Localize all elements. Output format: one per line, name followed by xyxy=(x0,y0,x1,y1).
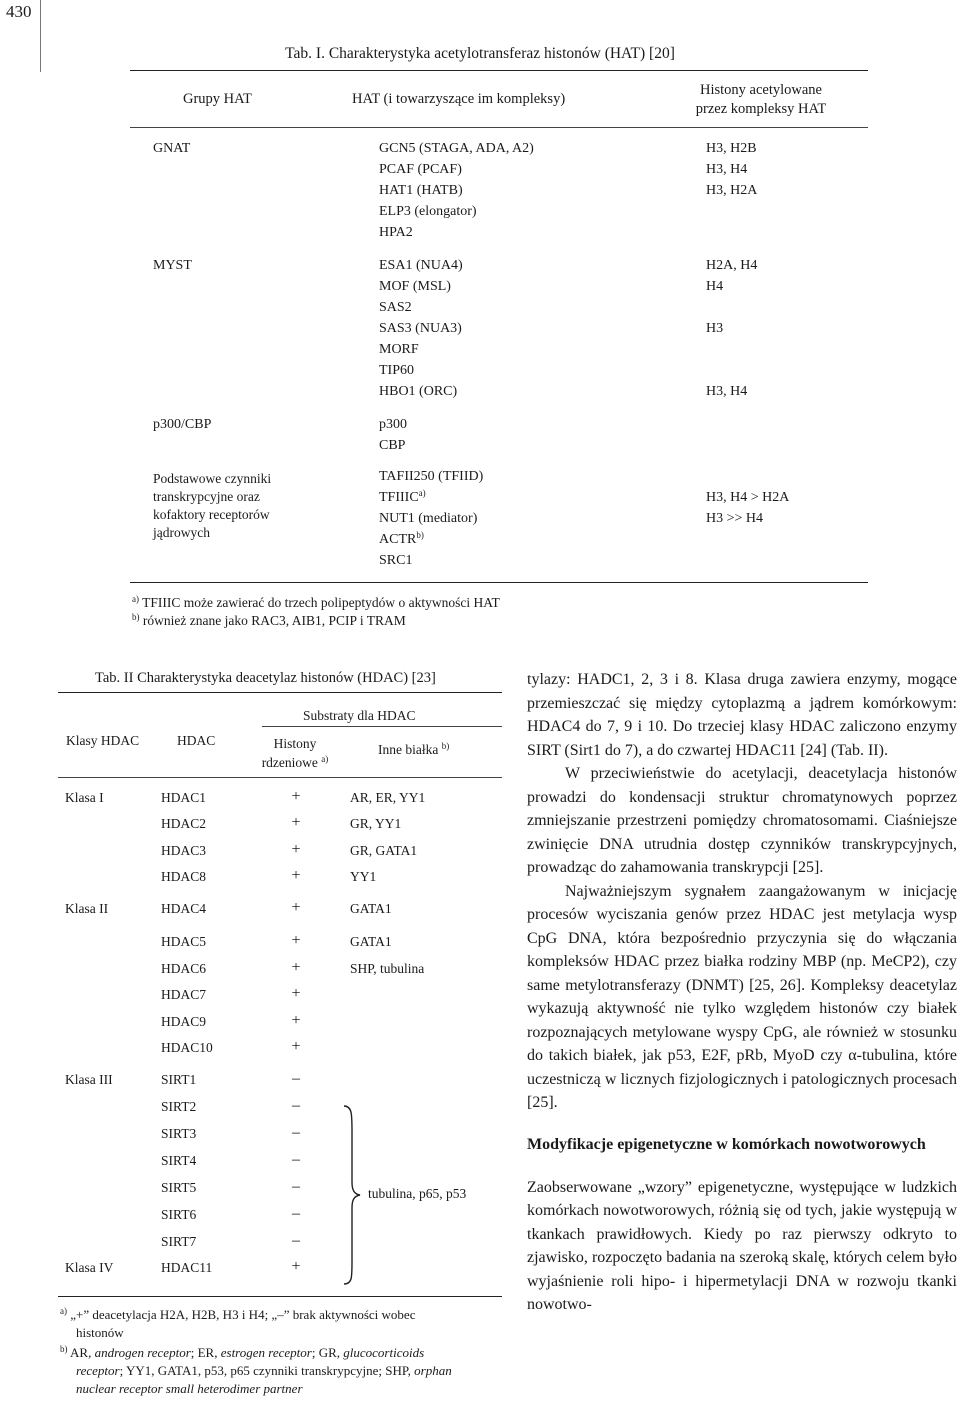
hdac-class: Klasa I xyxy=(65,790,104,805)
footnote-text: „+” deacetylacja H2A, H2B, H3 i H4; „–” brak aktywności wobec xyxy=(67,1307,416,1322)
acetylated-histones: H3, H4 xyxy=(706,162,748,177)
hdac-name: SIRT6 xyxy=(161,1207,197,1222)
table2-header-histones-line2: rdzeniowe xyxy=(261,755,318,770)
hat-complex xyxy=(379,381,457,402)
hdac-name: SIRT5 xyxy=(161,1180,197,1195)
hat-complex-label: ACTR xyxy=(379,532,417,547)
hat-complex-label: GCN5 (STAGA, ADA, A2) xyxy=(379,141,534,156)
core-histone-activity: + xyxy=(291,1012,301,1029)
table2-substrates-rule xyxy=(262,726,502,727)
hat-complex-label: SRC1 xyxy=(379,553,413,568)
table1-footnote-b xyxy=(132,612,406,630)
paragraph: W przeciwieństwie do acetylacji, deacetylacja histonów prowadzi do kondensacji struktur chromatynowych poprzez zmniejszanie przestrzeni pomiędzy chromatosomami. Ciaśniejsze zwinięcie DNA utrudnia dostęp czynników transkrypcyjnych, prowadząc do zahamowania transkrypcji [25]. xyxy=(527,765,957,876)
hdac-class: Klasa II xyxy=(65,901,109,916)
hdac-name: SIRT2 xyxy=(161,1099,197,1114)
other-protein-substrates: GR, YY1 xyxy=(350,816,402,831)
hat-complex xyxy=(379,360,414,381)
acetylated-histones: H2A, H4 xyxy=(706,258,758,273)
paragraph: Zaobserwowane „wzory” epigenetyczne, występujące w ludzkich komórkach nowotworowych, różnią się od tych, jakie występują w tkankach prawidłowych. Kiedy po raz pierwszy odkryto to zjawisko, rozpoczęto badania na szeroką skalę, których celem było wyjaśnienie roli hipo- i hipermetylacji DNA w rozwoju tkanki nowotwo- xyxy=(527,1178,957,1313)
body-text-column xyxy=(527,668,957,1317)
hat-complex-label: HBO1 (ORC) xyxy=(379,384,458,399)
hdac-name: HDAC2 xyxy=(161,816,207,831)
table2-title: Tab. II Charakterystyka deacetylaz histonów (HDAC) [23] xyxy=(95,670,436,686)
hat-complex-label: SAS3 (NUA3) xyxy=(379,321,462,336)
hat-complex xyxy=(379,508,477,529)
core-histone-activity: + xyxy=(291,841,301,858)
table2-header-class: Klasy HDAC xyxy=(66,733,140,748)
core-histone-activity: + xyxy=(291,959,301,976)
core-histone-activity: + xyxy=(291,814,301,831)
hat-group-name: transkrypcyjne oraz xyxy=(153,489,260,504)
table2-header-histones-line1: Histony xyxy=(273,736,317,751)
table1-title: Tab. I. Charakterystyka acetylotransferaz histonów (HAT) [20] xyxy=(285,45,675,62)
hdac-name: HDAC9 xyxy=(161,1014,207,1029)
hdac-name: HDAC8 xyxy=(161,869,207,884)
table1-header-hats: HAT (i towarzyszące im kompleksy) xyxy=(352,91,566,107)
hat-complex-label: TFIIIC xyxy=(379,490,419,505)
acetylated-histones: H3, H4 xyxy=(706,384,748,399)
core-histone-activity: – xyxy=(292,1070,300,1087)
hat-group-name: MYST xyxy=(153,258,192,273)
table2-header-other xyxy=(378,742,449,758)
core-histone-activity: – xyxy=(292,1124,300,1141)
table2-bottom-rule xyxy=(58,1296,502,1297)
hat-complex xyxy=(379,201,477,222)
hdac-name: HDAC4 xyxy=(161,901,207,916)
core-histone-activity: – xyxy=(292,1205,300,1222)
acetylated-histones: H3, H2B xyxy=(706,141,757,156)
table1-bottom-rule xyxy=(130,582,868,583)
hat-complex-label: NUT1 (mediator) xyxy=(379,511,478,526)
other-protein-substrates: GATA1 xyxy=(350,901,392,916)
table2-footnote-a xyxy=(60,1306,500,1342)
hdac-name: SIRT4 xyxy=(161,1153,197,1168)
hat-complex xyxy=(379,276,451,297)
table2-header-hdac: HDAC xyxy=(177,733,216,748)
hat-complex-label: PCAF (PCAF) xyxy=(379,162,462,177)
hat-complex-label: MORF xyxy=(379,342,419,357)
hat-complex xyxy=(379,435,405,456)
acetylated-histones: H3, H2A xyxy=(706,183,758,198)
footnote-text: nuclear receptor small heterodimer partner xyxy=(76,1381,303,1396)
footnote-mark: b) xyxy=(441,741,450,751)
hat-complex-label: HAT1 (HATB) xyxy=(379,183,463,198)
table1-header-histones xyxy=(660,81,862,119)
hat-group-name: GNAT xyxy=(153,141,191,156)
page-number: 430 xyxy=(6,2,32,21)
hat-complex xyxy=(379,487,426,508)
core-histone-activity: – xyxy=(292,1178,300,1195)
hat-complex xyxy=(379,255,463,276)
hdac-name: HDAC7 xyxy=(161,987,207,1002)
core-histone-activity: + xyxy=(291,899,301,916)
footnote-text: AR, androgen receptor; ER, estrogen receptor; GR, glucocorticoids xyxy=(67,1345,425,1360)
hat-complex xyxy=(379,550,412,571)
hat-group-name: jądrowych xyxy=(153,525,210,540)
footnote-text: histonów xyxy=(76,1325,124,1340)
table1-header-rule xyxy=(130,127,868,128)
hat-complex-label: HPA2 xyxy=(379,225,413,240)
acetylated-histones: H3, H4 > H2A xyxy=(706,490,790,505)
hdac-class: Klasa IV xyxy=(65,1260,114,1275)
hat-complex-label: SAS2 xyxy=(379,300,412,315)
hdac-name: HDAC6 xyxy=(161,961,207,976)
footnote-text: TFIIIC może zawierać do trzech polipeptydów o aktywności HAT xyxy=(139,595,500,610)
hat-complex-label: MOF (MSL) xyxy=(379,279,451,294)
core-histone-activity: – xyxy=(292,1232,300,1249)
hat-group-name: kofaktory receptorów xyxy=(153,507,270,522)
footnote-mark: a) xyxy=(321,754,329,764)
hdac-name: HDAC10 xyxy=(161,1040,213,1055)
hdac-name: HDAC3 xyxy=(161,843,207,858)
hat-complex-label: ESA1 (NUA4) xyxy=(379,258,463,273)
hat-complex-label: CBP xyxy=(379,438,406,453)
hat-complex xyxy=(379,159,462,180)
hat-complex-label: TAFII250 (TFIID) xyxy=(379,469,484,484)
hat-group-name: Podstawowe czynniki xyxy=(153,471,272,486)
hat-complex-label: TIP60 xyxy=(379,363,414,378)
hat-complex xyxy=(379,466,483,487)
table2-footnote-b xyxy=(60,1344,500,1398)
sirt-brace xyxy=(340,1102,362,1288)
hdac-class: Klasa III xyxy=(65,1072,113,1087)
table1-header-histones-line2: przez kompleksy HAT xyxy=(695,101,827,117)
other-protein-substrates: SHP, tubulina xyxy=(350,961,425,976)
section-heading: Modyfikacje epigenetyczne w komórkach nowotworowych xyxy=(527,1135,926,1153)
hat-complex-label: p300 xyxy=(379,417,407,432)
table2-top-rule xyxy=(58,692,502,693)
hat-complex xyxy=(379,414,407,435)
table1-header-groups: Grupy HAT xyxy=(183,91,252,107)
hdac-name: HDAC11 xyxy=(161,1260,213,1275)
hat-complex xyxy=(379,222,413,243)
footnote-mark: a) xyxy=(418,488,426,498)
sirt-brace-label: tubulina, p65, p53 xyxy=(368,1186,467,1201)
table2-header-rule xyxy=(58,777,502,778)
table2-header-substrates: Substraty dla HDAC xyxy=(303,708,416,723)
hdac-name: HDAC5 xyxy=(161,934,207,949)
hat-complex xyxy=(379,318,462,339)
footnote-text: również znane jako RAC3, AIB1, PCIP i TRAM xyxy=(139,613,406,628)
table1-top-rule xyxy=(130,70,868,71)
hat-complex xyxy=(379,138,534,159)
other-protein-substrates: GATA1 xyxy=(350,934,392,949)
hdac-name: HDAC1 xyxy=(161,790,207,805)
other-protein-substrates: AR, ER, YY1 xyxy=(350,790,426,805)
table2-header-other-label: Inne białka xyxy=(378,742,439,757)
footnote-text: receptor; YY1, GATA1, p53, p65 czynniki transkrypcyjne; SHP, orphan xyxy=(76,1363,452,1378)
core-histone-activity: + xyxy=(291,1258,301,1275)
acetylated-histones: H3 >> H4 xyxy=(706,511,764,526)
hat-complex xyxy=(379,180,463,201)
paragraph: Najważniejszym sygnałem zaangażowanym w inicjację procesów wyciszania genów przez HDAC jest metylacja wysp CpG DNA, która bezpośrednio przyczynia się do włączania kompleksów HDAC przez białka rodziny MBP (np. MeCP2), czy same metylotransferazy (DNMT) [25, 26]. Kompleksy deacetylaz wykazują aktywność nie tylko względem histonów czy białek rozpoznających metylowane wyspy CpG, ale również w stosunku do takich białek, jak p53, E2F, pRb, MyoD czy α-tubulina, które uczestniczą w licznych fizjologicznych i patologicznych procesach [25]. xyxy=(527,882,957,1111)
core-histone-activity: + xyxy=(291,867,301,884)
core-histone-activity: – xyxy=(292,1097,300,1114)
core-histone-activity: + xyxy=(291,932,301,949)
footnote-mark: b) xyxy=(132,612,140,622)
table1-footnote-a xyxy=(132,594,500,612)
table2-header-histones xyxy=(255,734,335,772)
core-histone-activity: – xyxy=(292,1151,300,1168)
acetylated-histones: H3 xyxy=(706,321,724,336)
core-histone-activity: + xyxy=(291,1038,301,1055)
paragraph: tylazy: HADC1, 2, 3 i 8. Klasa druga zawiera enzymy, mogące przemieszczać się między cytoplazmą a jądrem komórkowym: HDAC4 do 7, 9 i 10. Do trzeciej klasy HDAC zaliczono enzymy SIRT (Sirt1 do 7), a do czwartej HDAC11 [24] (Tab. II). xyxy=(527,671,957,759)
hdac-name: SIRT1 xyxy=(161,1072,197,1087)
core-histone-activity: + xyxy=(291,985,301,1002)
other-protein-substrates: YY1 xyxy=(350,869,377,884)
footnote-mark: a) xyxy=(132,594,139,604)
hat-complex xyxy=(379,529,424,550)
hdac-name: SIRT3 xyxy=(161,1126,197,1141)
footnote-mark: a) xyxy=(60,1306,67,1316)
footnote-mark: b) xyxy=(60,1344,68,1354)
table1-header-histones-line1: Histony acetylowane xyxy=(699,82,822,98)
hat-complex xyxy=(379,297,412,318)
acetylated-histones: H4 xyxy=(706,279,724,294)
footnote-mark: b) xyxy=(416,530,424,540)
hdac-name: SIRT7 xyxy=(161,1234,197,1249)
hat-complex-label: ELP3 (elongator) xyxy=(379,204,477,219)
core-histone-activity: + xyxy=(291,788,301,805)
hat-group-name: p300/CBP xyxy=(153,417,212,432)
hat-complex xyxy=(379,339,419,360)
other-protein-substrates: GR, GATA1 xyxy=(350,843,418,858)
